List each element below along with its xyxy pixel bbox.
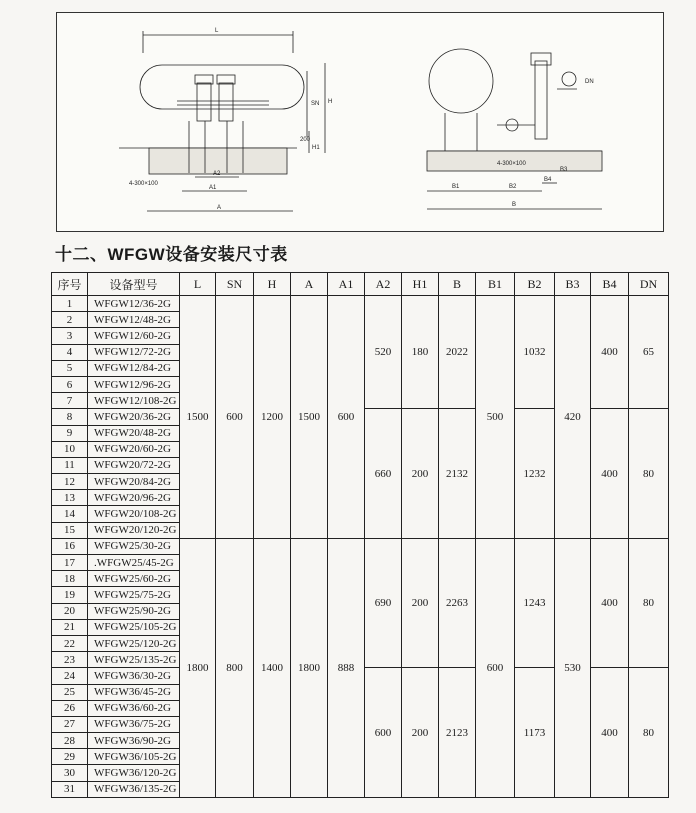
row-index: 13 — [52, 490, 88, 506]
cell-b3: 530 — [555, 538, 591, 797]
cell-dn: 80 — [629, 538, 669, 668]
model-cell: WFGW12/60-2G — [88, 328, 180, 344]
model-cell: WFGW12/84-2G — [88, 360, 180, 376]
row-index: 31 — [52, 781, 88, 797]
row-index: 10 — [52, 441, 88, 457]
cell-b4: 400 — [591, 668, 629, 798]
dimension-table — [51, 272, 669, 798]
cell-h1: 200 — [402, 538, 439, 668]
dim-H1-label: H1 — [312, 145, 320, 151]
model-cell: WFGW20/36-2G — [88, 409, 180, 425]
pressure-gauge — [562, 72, 576, 86]
row-index: 23 — [52, 652, 88, 668]
header-cell: H — [254, 273, 291, 296]
row-index: 30 — [52, 765, 88, 781]
header-cell: B3 — [555, 273, 591, 296]
cell-h1: 200 — [402, 668, 439, 798]
table-body — [52, 296, 669, 798]
cell-dn: 80 — [629, 668, 669, 798]
cell-a2: 690 — [365, 538, 402, 668]
cell-b4: 400 — [591, 296, 629, 409]
cell-a: 1800 — [291, 538, 328, 797]
model-cell: WFGW12/72-2G — [88, 344, 180, 360]
model-cell: .WFGW25/45-2G — [88, 555, 180, 571]
header-cell: H1 — [402, 273, 439, 296]
model-cell: WFGW25/60-2G — [88, 571, 180, 587]
model-cell: WFGW12/48-2G — [88, 312, 180, 328]
row-index: 26 — [52, 700, 88, 716]
header-cell: DN — [629, 273, 669, 296]
row-index: 18 — [52, 571, 88, 587]
cell-h: 1400 — [254, 538, 291, 797]
header-cell: 序号 — [52, 273, 88, 296]
dim-B-label: B — [512, 202, 517, 208]
row-index: 28 — [52, 733, 88, 749]
row-index: 16 — [52, 538, 88, 554]
dim-B2-label: B2 — [509, 184, 517, 190]
row-index: 3 — [52, 328, 88, 344]
bolt-spec-label: 4-300×100 — [129, 181, 158, 187]
dim-B4-label: B4 — [544, 177, 552, 183]
cell-l: 1800 — [180, 538, 216, 797]
row-index: 11 — [52, 457, 88, 473]
cell-l: 1500 — [180, 296, 216, 539]
row-index: 1 — [52, 296, 88, 312]
dim-200-label: 200 — [300, 137, 311, 143]
dimension-table-wrapper — [51, 272, 669, 798]
model-cell: WFGW12/96-2G — [88, 376, 180, 392]
header-cell: A2 — [365, 273, 402, 296]
model-cell: WFGW36/135-2G — [88, 781, 180, 797]
cell-b4: 400 — [591, 409, 629, 539]
installation-drawing — [56, 12, 664, 232]
model-cell: WFGW25/30-2G — [88, 538, 180, 554]
cell-b: 2132 — [439, 409, 476, 539]
tank-end — [429, 49, 493, 113]
header-cell: L — [180, 273, 216, 296]
model-cell: WFGW36/90-2G — [88, 733, 180, 749]
cell-h1: 180 — [402, 296, 439, 409]
cell-b2: 1243 — [515, 538, 555, 668]
bolt-spec-label-right: 4-300×100 — [497, 161, 526, 167]
model-cell: WFGW20/60-2G — [88, 441, 180, 457]
model-cell: WFGW25/75-2G — [88, 587, 180, 603]
row-index: 9 — [52, 425, 88, 441]
cell-a2: 660 — [365, 409, 402, 539]
model-cell: WFGW25/135-2G — [88, 652, 180, 668]
model-cell: WFGW20/48-2G — [88, 425, 180, 441]
cell-a1: 888 — [328, 538, 365, 797]
row-index: 6 — [52, 376, 88, 392]
row-index: 7 — [52, 393, 88, 409]
model-cell: WFGW25/120-2G — [88, 635, 180, 651]
header-row — [52, 273, 669, 296]
row-index: 14 — [52, 506, 88, 522]
table-row — [52, 296, 669, 312]
model-cell: WFGW25/90-2G — [88, 603, 180, 619]
row-index: 27 — [52, 716, 88, 732]
model-cell: WFGW20/120-2G — [88, 522, 180, 538]
header-cell: B4 — [591, 273, 629, 296]
tank-body — [140, 65, 304, 109]
row-index: 20 — [52, 603, 88, 619]
dim-B3-label: B3 — [560, 167, 568, 173]
cell-b1: 500 — [476, 296, 515, 539]
model-cell: WFGW12/36-2G — [88, 296, 180, 312]
dim-A1-label: A1 — [209, 185, 217, 191]
model-cell: WFGW36/60-2G — [88, 700, 180, 716]
model-cell: WFGW12/108-2G — [88, 393, 180, 409]
section-title: 十二、WFGW设备安装尺寸表 — [55, 245, 288, 264]
header-cell: 设备型号 — [88, 273, 180, 296]
model-cell: WFGW36/30-2G — [88, 668, 180, 684]
dim-H-label: H — [328, 99, 333, 105]
cell-dn: 80 — [629, 409, 669, 539]
cell-dn: 65 — [629, 296, 669, 409]
cell-b4: 400 — [591, 538, 629, 668]
cell-b2: 1173 — [515, 668, 555, 798]
cell-b3: 420 — [555, 296, 591, 539]
cell-a1: 600 — [328, 296, 365, 539]
pump-column — [535, 61, 547, 139]
model-cell: WFGW36/105-2G — [88, 749, 180, 765]
cell-h: 1200 — [254, 296, 291, 539]
table-row — [52, 538, 669, 554]
row-index: 25 — [52, 684, 88, 700]
cell-b2: 1232 — [515, 409, 555, 539]
drawing-svg — [57, 13, 663, 231]
row-index: 22 — [52, 635, 88, 651]
dim-DN-label: DN — [585, 79, 594, 85]
row-index: 2 — [52, 312, 88, 328]
dim-B1-label: B1 — [452, 184, 460, 190]
model-cell: WFGW36/75-2G — [88, 716, 180, 732]
dim-A-label: A — [217, 205, 222, 211]
cell-b1: 600 — [476, 538, 515, 797]
cell-a2: 520 — [365, 296, 402, 409]
pump-motor — [531, 53, 551, 65]
row-index: 24 — [52, 668, 88, 684]
cell-sn: 600 — [216, 296, 254, 539]
model-cell: WFGW20/96-2G — [88, 490, 180, 506]
model-cell: WFGW20/72-2G — [88, 457, 180, 473]
cell-h1: 200 — [402, 409, 439, 539]
row-index: 19 — [52, 587, 88, 603]
pump-2 — [219, 83, 233, 121]
model-cell: WFGW36/45-2G — [88, 684, 180, 700]
row-index: 29 — [52, 749, 88, 765]
header-cell: A — [291, 273, 328, 296]
cell-a2: 600 — [365, 668, 402, 798]
model-cell: WFGW20/108-2G — [88, 506, 180, 522]
header-cell: B — [439, 273, 476, 296]
row-index: 21 — [52, 619, 88, 635]
header-cell: A1 — [328, 273, 365, 296]
cell-b: 2123 — [439, 668, 476, 798]
cell-b2: 1032 — [515, 296, 555, 409]
row-index: 17 — [52, 555, 88, 571]
row-index: 4 — [52, 344, 88, 360]
header-cell: B1 — [476, 273, 515, 296]
dim-A2-label: A2 — [213, 171, 221, 177]
cell-a: 1500 — [291, 296, 328, 539]
pump-1 — [197, 83, 211, 121]
row-index: 15 — [52, 522, 88, 538]
cell-sn: 800 — [216, 538, 254, 797]
dim-L-label: L — [215, 28, 219, 34]
dim-SN-label: SN — [311, 101, 320, 107]
model-cell: WFGW36/120-2G — [88, 765, 180, 781]
row-index: 8 — [52, 409, 88, 425]
header-cell: SN — [216, 273, 254, 296]
model-cell: WFGW25/105-2G — [88, 619, 180, 635]
cell-b: 2022 — [439, 296, 476, 409]
header-cell: B2 — [515, 273, 555, 296]
model-cell: WFGW20/84-2G — [88, 474, 180, 490]
cell-b: 2263 — [439, 538, 476, 668]
row-index: 12 — [52, 474, 88, 490]
row-index: 5 — [52, 360, 88, 376]
